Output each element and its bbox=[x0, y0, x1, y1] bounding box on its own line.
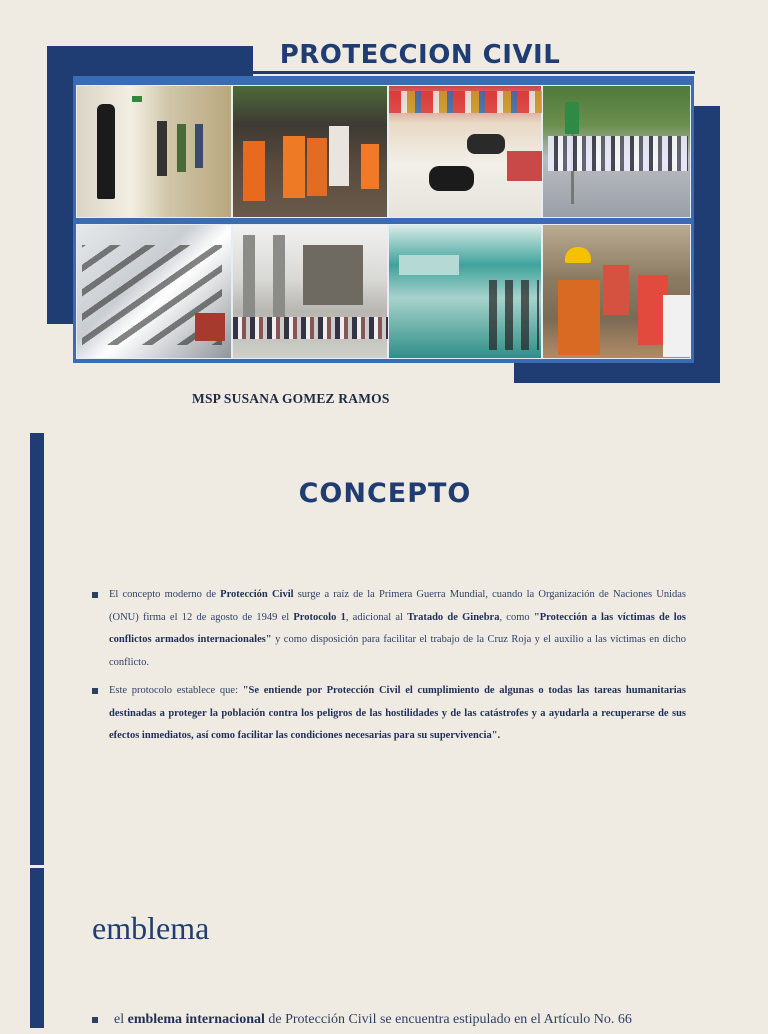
text: surge a raíz de la Primera Guerra Mundial, cuando la Organización de Naciones Unidas (ONU) firma el 12 de agosto de 1949 el bbox=[109, 589, 686, 623]
text: de Protección Civil se encuentra estipulado en el Artículo No. 66 bbox=[264, 1012, 632, 1027]
text: , adicional al bbox=[345, 611, 408, 623]
atrium-photo bbox=[388, 224, 542, 359]
bold-quote: "Protección a las víctimas de los conflictos armados internacionales" bbox=[109, 611, 687, 645]
outdoor-evacuation-photo bbox=[542, 85, 691, 218]
bullet-paragraph-3 bbox=[92, 1006, 692, 1034]
section-title-concepto: CONCEPTO bbox=[298, 478, 472, 509]
title-underline bbox=[160, 71, 695, 74]
bullet-paragraph-1 bbox=[92, 584, 686, 674]
text: Este protocolo establece que: bbox=[109, 685, 243, 696]
bold-term: emblema internacional bbox=[127, 1012, 265, 1027]
bullet-icon bbox=[92, 1017, 98, 1023]
text: y como disposición para facilitar el trabajo de la Cruz Roja y el auxilio a las víctimas en dicho conflicto. bbox=[109, 634, 686, 668]
emergency-team-photo bbox=[232, 85, 388, 218]
corridor-drill-photo bbox=[76, 85, 232, 218]
bold-term: Tratado de Ginebra bbox=[407, 611, 500, 623]
text: el bbox=[114, 1012, 128, 1027]
text: , como bbox=[499, 611, 534, 623]
text: El concepto moderno de bbox=[109, 589, 221, 600]
slide-accent-bar bbox=[30, 433, 44, 865]
author-name: MSP SUSANA GOMEZ RAMOS bbox=[192, 391, 390, 406]
section-title-emblema: emblema bbox=[92, 910, 210, 946]
bold-term: Protección Civil bbox=[220, 589, 294, 600]
slide-accent-bar bbox=[30, 868, 44, 1028]
hardhat-workers-photo bbox=[542, 224, 691, 359]
page-title: PROTECCION CIVIL bbox=[279, 40, 561, 70]
bold-quote: "Se entiende por Protección Civil el cumplimiento de algunas o todas las tareas humanitarias destinadas a proteger la población contra los peligros de las hostilidades y de las catástrofes y a ayudarla a recuperarse de sus efectos inmediatos, así como facilitar las condiciones necesarias para su supervivencia". bbox=[109, 685, 686, 741]
store-earthquake-drill-photo bbox=[388, 85, 542, 218]
bullet-icon bbox=[92, 688, 98, 694]
bold-term: Protocolo 1 bbox=[293, 611, 346, 623]
bullet-paragraph-2 bbox=[92, 680, 686, 748]
building-evacuation-photo bbox=[232, 224, 388, 359]
photo-collage bbox=[73, 76, 694, 363]
stair-evacuation-photo bbox=[76, 224, 232, 359]
bullet-icon bbox=[92, 592, 98, 598]
